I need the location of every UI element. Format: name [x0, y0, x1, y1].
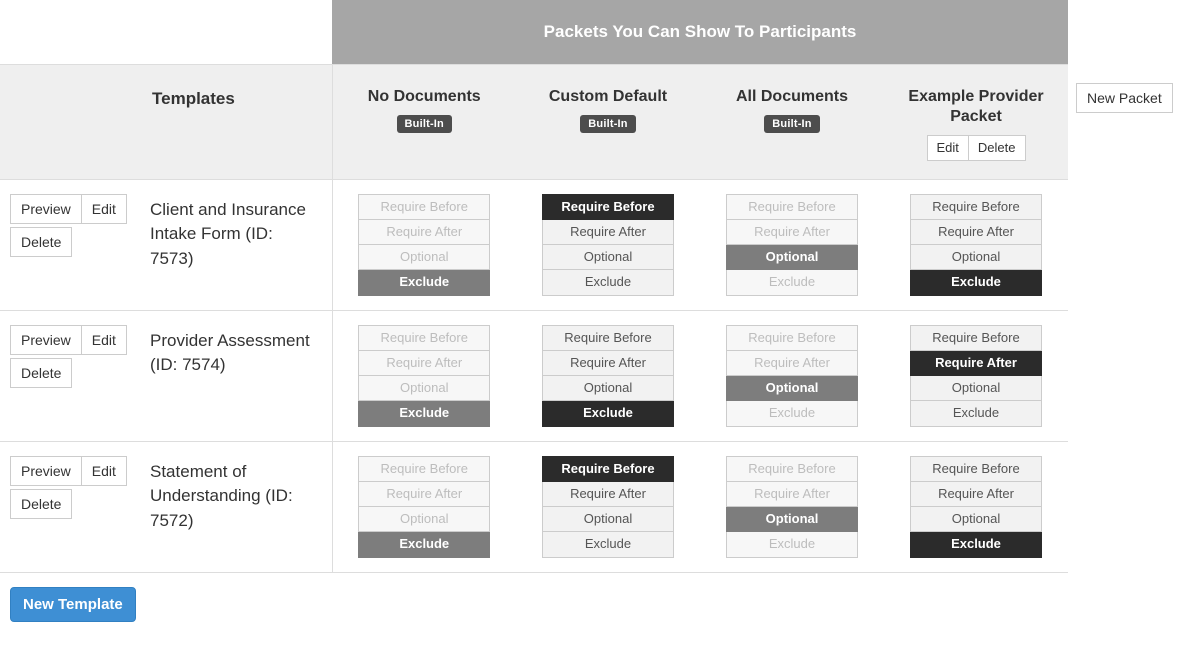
cell-row1-packet2	[700, 310, 884, 441]
footer-spacer	[332, 572, 1188, 622]
option-optional[interactable]: Optional	[542, 507, 674, 532]
option-optional: Optional	[358, 376, 490, 401]
template-buttons	[10, 325, 140, 388]
option-require-before: Require Before	[726, 325, 858, 351]
option-require-before: Require Before	[358, 456, 490, 482]
banner-spacer	[0, 0, 332, 65]
option-require-after[interactable]: Require After	[910, 351, 1042, 376]
option-optional: Optional	[358, 245, 490, 270]
cell-row1-packet3	[884, 310, 1068, 441]
cell-row0-packet0	[332, 179, 516, 310]
packet-delete-button[interactable]: Delete	[969, 135, 1026, 161]
template-buttons	[10, 456, 140, 534]
cell-row0-packet3	[884, 179, 1068, 310]
template-actions-cell	[0, 310, 332, 441]
template-name: Statement of Understanding (ID: 7572)	[150, 461, 293, 530]
option-exclude[interactable]: Exclude	[542, 401, 674, 426]
option-require-before[interactable]: Require Before	[542, 194, 674, 220]
cell-row2-packet2	[700, 441, 884, 572]
builtin-badge: Built-In	[397, 115, 452, 133]
option-exclude[interactable]: Exclude	[910, 401, 1042, 426]
new-template-cell	[0, 572, 332, 622]
option-exclude[interactable]: Exclude	[910, 270, 1042, 295]
option-optional: Optional	[726, 376, 858, 401]
template-preview-button[interactable]: Preview	[10, 325, 81, 355]
option-require-before[interactable]: Require Before	[910, 456, 1042, 482]
option-require-before: Require Before	[358, 325, 490, 351]
option-require-after: Require After	[726, 482, 858, 507]
cell-row2-packet3	[884, 441, 1068, 572]
cell-row1-packet0	[332, 310, 516, 441]
builtin-badge: Built-In	[580, 115, 635, 133]
option-optional: Optional	[726, 507, 858, 532]
option-require-after: Require After	[726, 220, 858, 245]
template-edit-button[interactable]: Edit	[81, 456, 127, 486]
template-buttons	[10, 194, 140, 272]
option-exclude[interactable]: Exclude	[542, 532, 674, 557]
banner-row	[0, 0, 1188, 65]
option-exclude: Exclude	[358, 401, 490, 426]
table-row	[0, 441, 1188, 572]
option-require-before[interactable]: Require Before	[542, 456, 674, 482]
packet-header-all-documents	[700, 65, 884, 180]
option-optional: Optional	[726, 245, 858, 270]
packet-header-no-documents	[332, 65, 516, 180]
packet-name: All Documents	[735, 88, 848, 105]
option-require-after[interactable]: Require After	[910, 220, 1042, 245]
template-edit-button[interactable]: Edit	[81, 325, 127, 355]
option-require-after[interactable]: Require After	[910, 482, 1042, 507]
option-exclude[interactable]: Exclude	[542, 270, 674, 295]
option-exclude: Exclude	[726, 532, 858, 557]
option-require-after[interactable]: Require After	[542, 482, 674, 507]
cell-row0-packet2	[700, 179, 884, 310]
packet-actions	[892, 135, 1060, 161]
option-require-after: Require After	[358, 351, 490, 376]
row-spacer	[1068, 441, 1188, 572]
builtin-badge: Built-In	[764, 115, 819, 133]
cell-row1-packet1	[516, 310, 700, 441]
option-require-after: Require After	[726, 351, 858, 376]
template-actions-cell	[0, 441, 332, 572]
template-delete-button[interactable]: Delete	[10, 358, 72, 388]
option-require-after: Require After	[358, 220, 490, 245]
option-optional[interactable]: Optional	[910, 376, 1042, 401]
option-require-before[interactable]: Require Before	[542, 325, 674, 351]
option-optional[interactable]: Optional	[910, 245, 1042, 270]
option-require-after: Require After	[358, 482, 490, 507]
table-row	[0, 310, 1188, 441]
new-packet-cell	[1068, 65, 1188, 180]
new-packet-button[interactable]: New Packet	[1076, 83, 1173, 113]
packet-name: No Documents	[367, 88, 481, 105]
footer-row	[0, 572, 1188, 622]
template-actions-cell	[0, 179, 332, 310]
new-template-button[interactable]: New Template	[10, 587, 136, 622]
banner-title: Packets You Can Show To Participants	[332, 0, 1068, 65]
template-preview-button[interactable]: Preview	[10, 456, 81, 486]
option-require-after[interactable]: Require After	[542, 351, 674, 376]
row-spacer	[1068, 179, 1188, 310]
row-spacer	[1068, 310, 1188, 441]
option-exclude[interactable]: Exclude	[910, 532, 1042, 557]
banner-spacer-right	[1068, 0, 1188, 65]
templates-header-cell	[0, 65, 332, 180]
packet-name: Example Provider Packet	[908, 88, 1044, 125]
option-optional: Optional	[358, 507, 490, 532]
template-name: Provider Assessment (ID: 7574)	[150, 330, 310, 375]
option-exclude: Exclude	[358, 532, 490, 557]
option-require-before: Require Before	[726, 456, 858, 482]
packet-header-custom-default	[516, 65, 700, 180]
template-name: Client and Insurance Intake Form (ID: 7573)	[150, 199, 306, 268]
header-row	[0, 65, 1188, 180]
option-exclude: Exclude	[358, 270, 490, 295]
cell-row0-packet1	[516, 179, 700, 310]
template-preview-button[interactable]: Preview	[10, 194, 81, 224]
table-row	[0, 179, 1188, 310]
option-require-before[interactable]: Require Before	[910, 194, 1042, 220]
templates-header-label: Templates	[152, 89, 235, 108]
option-require-before[interactable]: Require Before	[910, 325, 1042, 351]
option-exclude: Exclude	[726, 270, 858, 295]
option-optional[interactable]: Optional	[910, 507, 1042, 532]
template-delete-button[interactable]: Delete	[10, 489, 72, 519]
packet-edit-button[interactable]: Edit	[927, 135, 969, 161]
packet-header-example-provider-packet	[884, 65, 1068, 180]
option-require-before: Require Before	[358, 194, 490, 220]
template-edit-button[interactable]: Edit	[81, 194, 127, 224]
template-delete-button[interactable]: Delete	[10, 227, 72, 257]
cell-row2-packet0	[332, 441, 516, 572]
option-require-before: Require Before	[726, 194, 858, 220]
option-exclude: Exclude	[726, 401, 858, 426]
option-optional[interactable]: Optional	[542, 376, 674, 401]
option-require-after[interactable]: Require After	[542, 220, 674, 245]
packet-name: Custom Default	[548, 88, 668, 105]
cell-row2-packet1	[516, 441, 700, 572]
option-optional[interactable]: Optional	[542, 245, 674, 270]
